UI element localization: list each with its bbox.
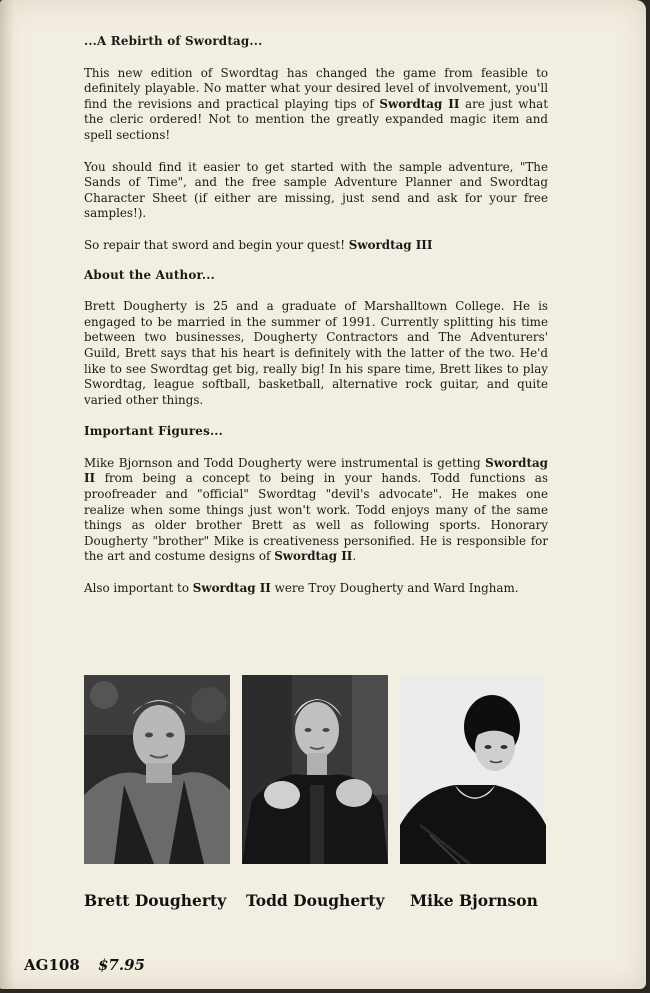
portrait-image [400, 675, 546, 864]
caption-mike-bjornson: Mike Bjornson [410, 891, 538, 910]
text-run: from being a concept to being in your hands. Todd functions as proofreader and "official" Swordtag "devil's advocate". He makes one realize when some things just won't work. Todd enjoys many of the same things as older brother Brett as well as following sports. Honorary Dougherty "brother" Mike is creativeness personified. He is responsible for the art and costume designs of [84, 471, 548, 564]
text-run: Also important to [84, 581, 193, 596]
photo-brett-dougherty [84, 675, 230, 864]
figures-paragraph-1 [84, 456, 548, 565]
portrait-image [242, 675, 388, 864]
rebirth-paragraph-2: You should find it easier to get started with the sample adventure, "The Sands of Time", and the free sample Adventure Planner and Swordtag Character Sheet (if either are missing, just send and ask for your free samples!). [84, 159, 548, 221]
author-paragraph: Brett Dougherty is 25 and a graduate of Marshalltown College. He is engaged to be married in the summer of 1991. Currently splitting his time between two businesses, Dougherty Contractors and The Adventurers' Guild, Brett says that his heart is definitely with the latter of the two. He'd like to see Swordtag get big, really big! In his spare time, Brett likes to play Swordtag, league softball, basketball, alternative rock guitar, and quite varied other things. [84, 299, 548, 407]
figures-heading: Important Figures... [84, 424, 223, 439]
caption-brett-dougherty: Brett Dougherty [84, 891, 227, 910]
product-name: Swordtag II [192, 581, 271, 596]
photo-todd-dougherty [242, 675, 388, 864]
text-run: Mike Bjornson and Todd Dougherty were instrumental is getting [84, 455, 486, 470]
product-name: Swordtag II [274, 549, 353, 564]
product-code: AG108 [24, 956, 80, 974]
rebirth-paragraph-1 [84, 66, 548, 144]
text-run: This new edition of Swordtag has changed the game from feasible to definitely playable. No matter what your desired level of involvement, you'll find the revisions and practical playing tips of [84, 65, 548, 111]
rebirth-paragraph-3 [84, 238, 548, 254]
rebirth-heading: ...A Rebirth of Swordtag... [84, 34, 263, 48]
caption-todd-dougherty: Todd Dougherty [246, 891, 385, 910]
product-name: Swordtag II [379, 96, 460, 111]
product-name: Swordtag II [84, 455, 548, 486]
portrait-image [84, 675, 230, 864]
photo-mike-bjornson [400, 675, 546, 864]
spine-shadow [0, 0, 14, 989]
figures-paragraph-2 [84, 581, 548, 597]
text-column [84, 34, 548, 597]
text-run: were Troy Dougherty and Ward Ingham. [270, 581, 519, 596]
text-run: So repair that sword and begin your quest! [84, 237, 349, 252]
author-heading: About the Author... [84, 267, 215, 282]
text-run: are just what the cleric ordered! Not to mention the greatly expanded magic item and spell sections! [84, 96, 548, 142]
price-label: $7.95 [98, 956, 145, 974]
product-name: Swordtag III [348, 237, 433, 252]
text-run: . [352, 549, 357, 564]
